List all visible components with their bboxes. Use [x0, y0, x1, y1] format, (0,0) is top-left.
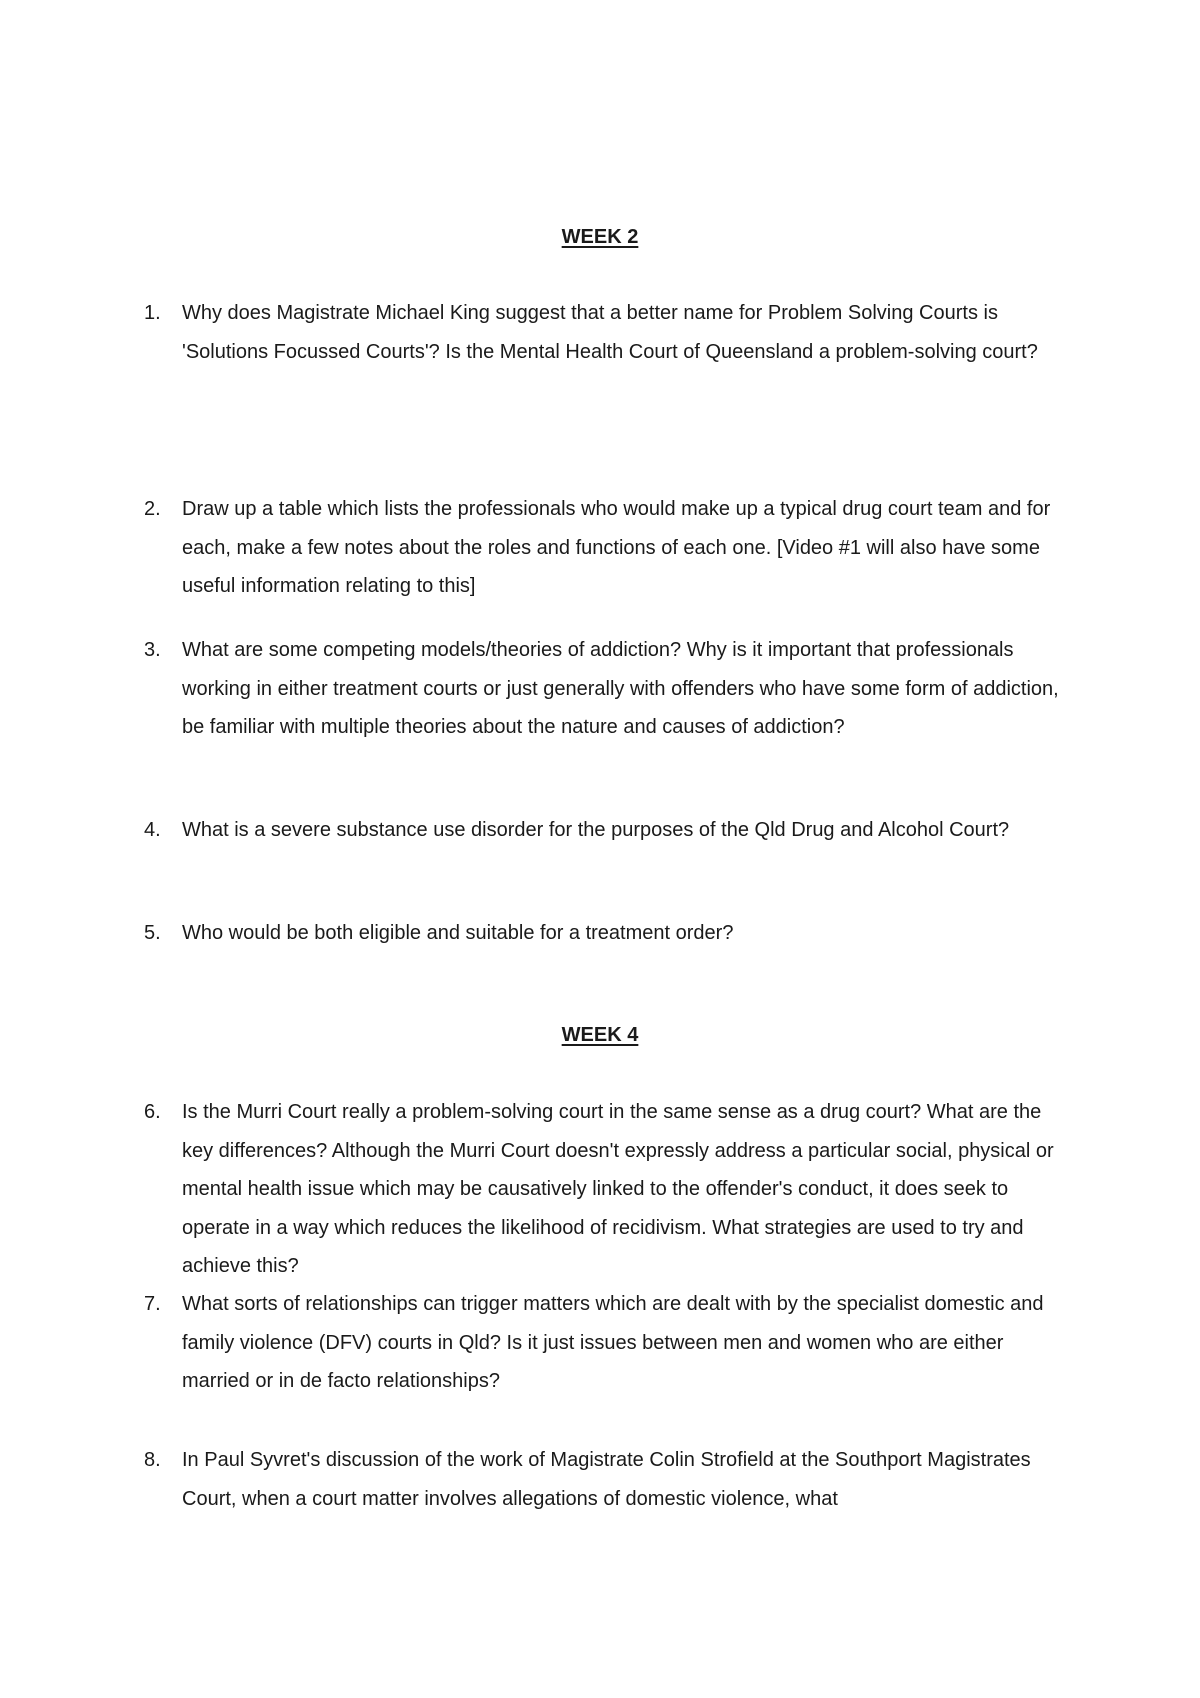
question-text: What sorts of relationships can trigger matters which are dealt with by the specialist domestic and family violence (DFV) courts in Qld? Is it just issues between men and women who are either married or in de facto relationships? — [182, 1293, 1044, 1392]
question-text: What are some competing models/theories of addiction? Why is it important that professionals working in either treatment courts or just generally with offenders who have some form of addiction, be familiar with multiple theories about the nature and causes of addiction? — [182, 639, 1059, 738]
section-heading-week-2: WEEK 2 — [561, 226, 639, 248]
question-number: 4. — [144, 819, 161, 841]
question-number: 5. — [144, 922, 161, 944]
question-text: What is a severe substance use disorder for the purposes of the Qld Drug and Alcohol Court? — [182, 819, 1010, 841]
question-number: 3. — [144, 639, 161, 661]
question-number: 6. — [144, 1101, 161, 1123]
question-text: Why does Magistrate Michael King suggest that a better name for Problem Solving Courts is 'Solutions Focussed Courts'? Is the Mental Health Court of Queensland a problem-solving court? — [182, 302, 1038, 363]
question-number: 8. — [144, 1449, 161, 1471]
question-number: 1. — [144, 302, 161, 324]
question-text: Who would be both eligible and suitable for a treatment order? — [182, 922, 734, 944]
question-number: 7. — [144, 1293, 161, 1315]
section-heading-week-4: WEEK 4 — [561, 1024, 639, 1046]
question-text: Is the Murri Court really a problem-solving court in the same sense as a drug court? What are the key differences? Although the Murri Court doesn't expressly address a particular social, physical or mental health issue which may be causatively linked to the offender's conduct, it does seek to operate in a way which reduces the likelihood of recidivism. What strategies are used to try and achieve this? — [182, 1101, 1054, 1277]
question-text: Draw up a table which lists the professionals who would make up a typical drug court team and for each, make a few notes about the roles and functions of each one. [Video #1 will also have some useful information relating to this] — [182, 498, 1051, 597]
question-number: 2. — [144, 498, 161, 520]
question-text: In Paul Syvret's discussion of the work of Magistrate Colin Strofield at the Southport Magistrates Court, when a court matter involves allegations of domestic violence, what — [182, 1449, 1031, 1510]
